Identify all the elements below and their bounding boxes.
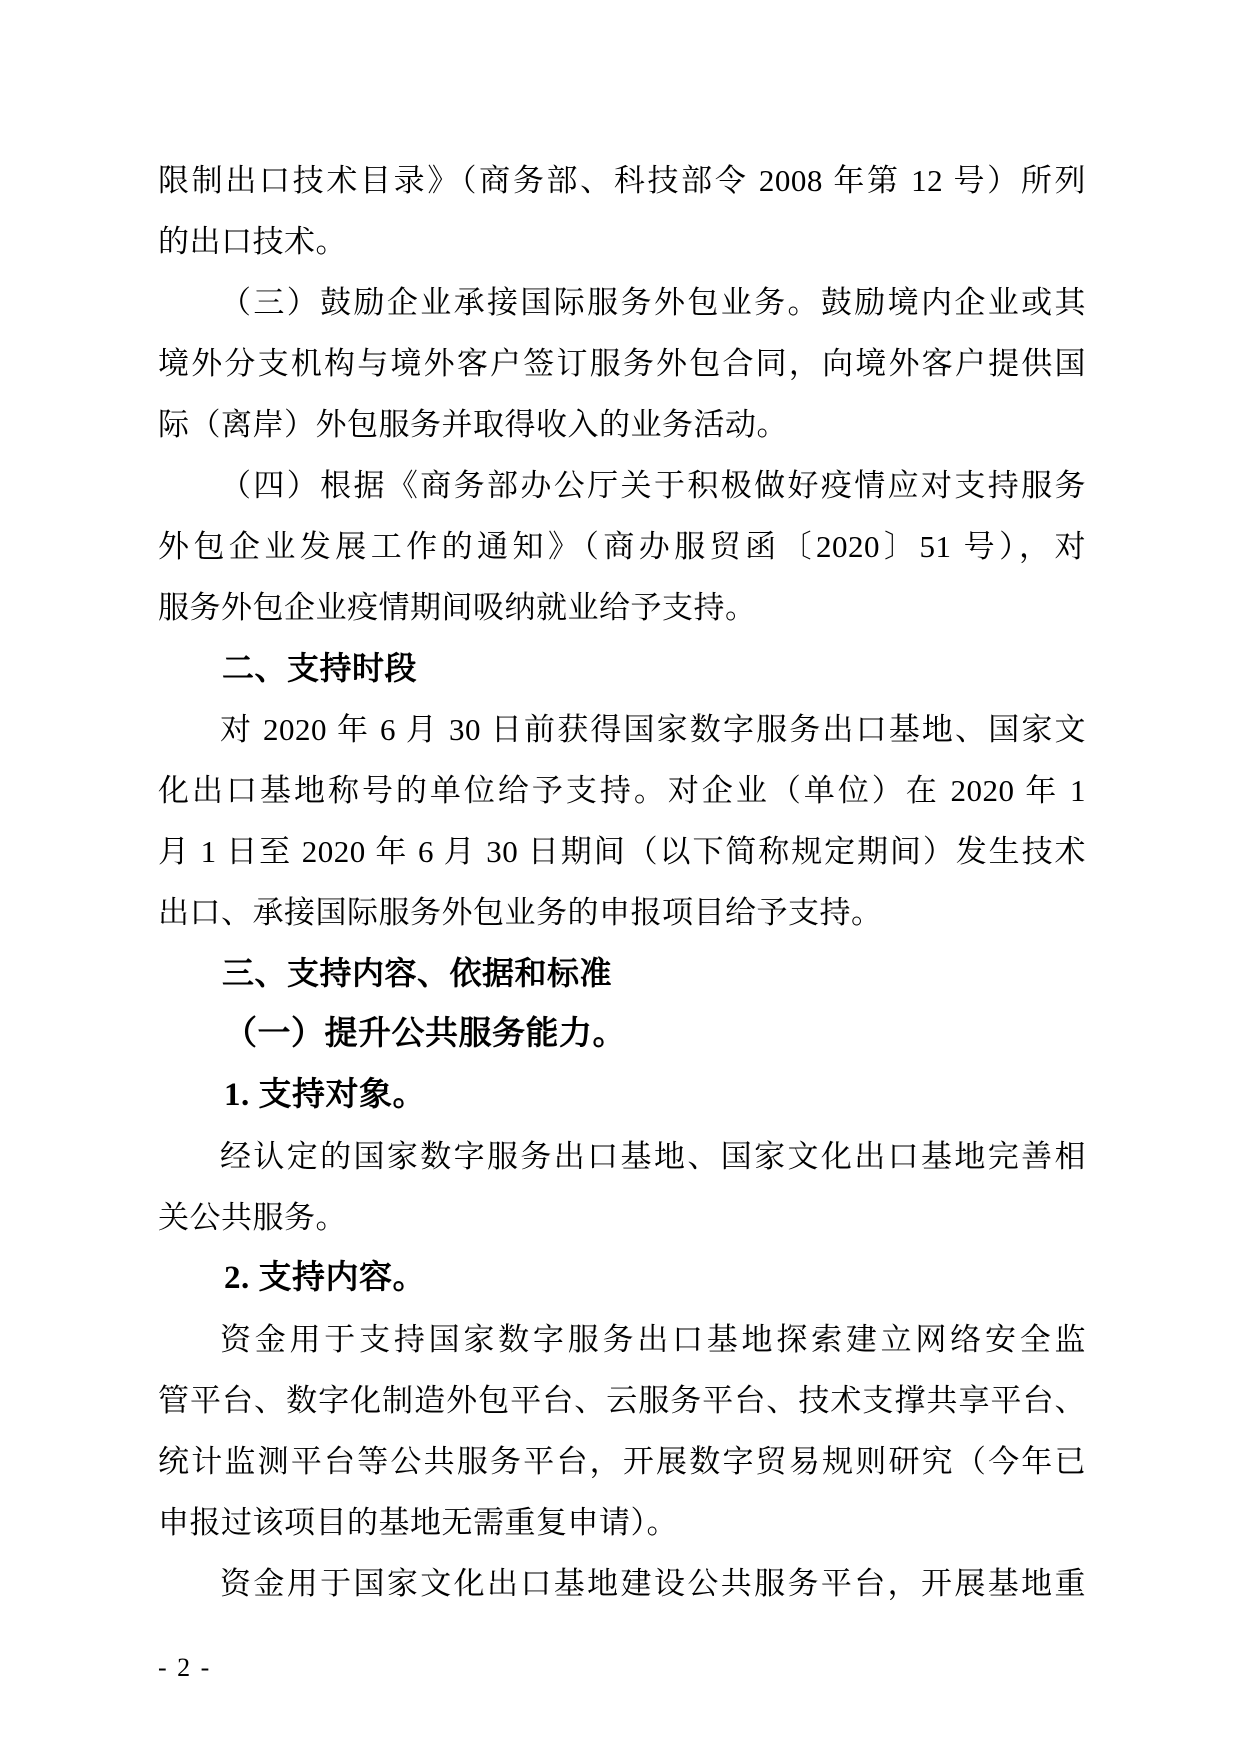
text-line: 2. 支持内容。 bbox=[224, 1260, 426, 1296]
text-line: 三、支持内容、依据和标准 bbox=[222, 955, 613, 991]
text-line: 对 2020 年 6 月 30 日前获得国家数字服务出口基地、国家文 bbox=[220, 712, 1086, 747]
text-line: （三）鼓励企业承接国际服务外包业务。鼓励境内企业或其 bbox=[220, 285, 1086, 320]
text-line: 管平台、数字化制造外包平台、云服务平台、技术支撑共享平台、 bbox=[158, 1383, 1086, 1418]
text-line: 1. 支持对象。 bbox=[224, 1077, 426, 1113]
text-line: 经认定的国家数字服务出口基地、国家文化出口基地完善相 bbox=[220, 1139, 1086, 1174]
text-line: 申报过该项目的基地无需重复申请）。 bbox=[158, 1505, 678, 1540]
text-line: 二、支持时段 bbox=[222, 650, 418, 686]
text-line: 出口、承接国际服务外包业务的申报项目给予支持。 bbox=[158, 895, 883, 930]
document-body bbox=[158, 150, 1086, 1614]
text-line: 资金用于国家文化出口基地建设公共服务平台，开展基地重 bbox=[220, 1566, 1086, 1601]
text-line: （四）根据《商务部办公厅关于积极做好疫情应对支持服务 bbox=[220, 468, 1086, 503]
text-line: 境外分支机构与境外客户签订服务外包合同，向境外客户提供国 bbox=[158, 346, 1086, 381]
text-line: 化出口基地称号的单位给予支持。对企业（单位）在 2020 年 1 bbox=[158, 773, 1086, 808]
text-line: 统计监测平台等公共服务平台，开展数字贸易规则研究（今年已 bbox=[158, 1444, 1086, 1479]
page-number: - 2 - bbox=[158, 1653, 212, 1682]
text-line: 的出口技术。 bbox=[158, 224, 347, 259]
text-line: 服务外包企业疫情期间吸纳就业给予支持。 bbox=[158, 590, 757, 625]
text-line: 资金用于支持国家数字服务出口基地探索建立网络安全监 bbox=[220, 1322, 1086, 1357]
text-line: （一）提升公共服务能力。 bbox=[224, 1016, 626, 1052]
text-line: 外包企业发展工作的通知》（商办服贸函〔2020〕51 号），对 bbox=[158, 529, 1086, 564]
text-line: 际（离岸）外包服务并取得收入的业务活动。 bbox=[158, 407, 788, 442]
text-line: 限制出口技术目录》（商务部、科技部令 2008 年第 12 号）所列 bbox=[158, 163, 1086, 198]
text-line: 月 1 日至 2020 年 6 月 30 日期间（以下简称规定期间）发生技术 bbox=[158, 834, 1086, 869]
text-line: 关公共服务。 bbox=[158, 1200, 347, 1235]
